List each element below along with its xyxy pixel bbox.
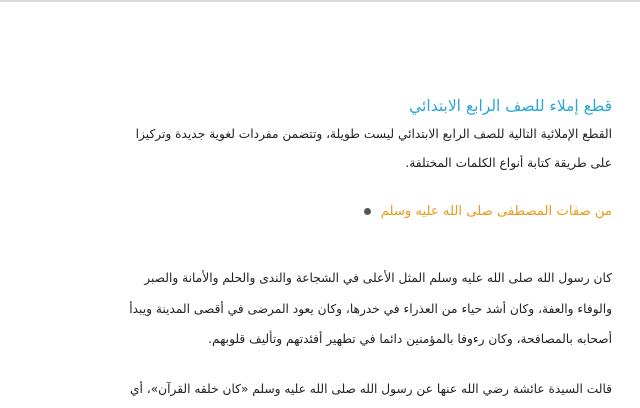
body-line-1: كان رسول الله صلى الله عليه وسلم المثل الأعلى في الشجاعة والندى والحلم والأمانة والصبر	[144, 271, 612, 285]
bullet-item-text: من صفات المصطفى صلى الله عليه وسلم	[380, 204, 612, 219]
intro-line-1: القطع الإملائية التالية للصف الرابع الابتدائي ليست طويلة، وتتضمن مفردات لغوية جديدة وتركيزا	[135, 127, 612, 141]
bullet-list-item	[364, 204, 612, 219]
body-line-2: والوفاء والعفة، وكان أشد حياء من العذراء في خدرها، وكان يعود المرضى في أقصى المدينة ويبدأ	[129, 302, 612, 316]
page-top-border	[0, 0, 640, 2]
section-heading: قطع إملاء للصف الرابع الابتدائي	[409, 97, 612, 115]
body-line-4: قالت السيدة عائشة رضي الله عنها عن رسول الله صلى الله عليه وسلم «كان خلقه القرآن»، أي	[129, 382, 612, 396]
bullet-dot-icon	[364, 208, 371, 215]
body-line-3: أصحابه بالمصافحة، وكان رءوفا بالمؤمنين دائما في تطهير أفئدتهم وتأليف قلوبهم.	[208, 332, 612, 346]
intro-line-2: على طريقة كتابة أنواع الكلمات المختلفة.	[405, 156, 612, 170]
